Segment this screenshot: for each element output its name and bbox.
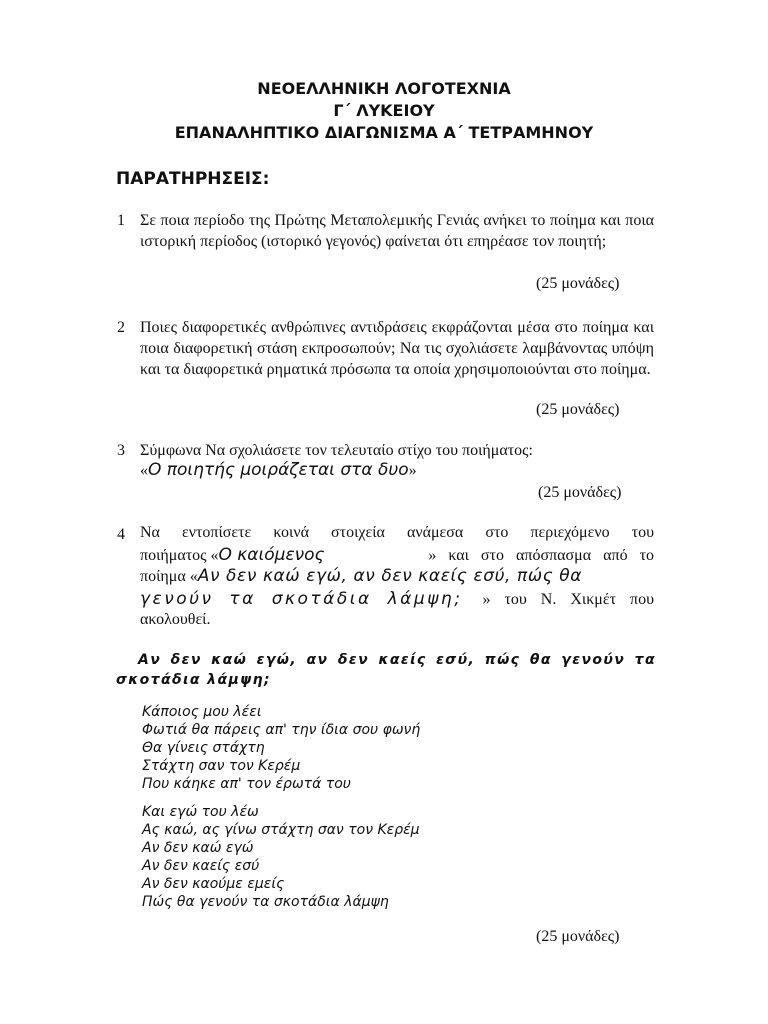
question-text: Σύμφωνα Να σχολιάσετε τον τελευταίο στίχο του ποιήματος: [140, 442, 533, 459]
question-number: 3 [117, 442, 125, 459]
poem-line: Κάποιος μου λέει [142, 704, 262, 720]
question-text-line: ποιήματος «Ο καιόμενος » και στο απόσπασμα από το [140, 545, 654, 565]
poem-line: Αν δεν καώ εγώ [142, 840, 254, 856]
poem-line: Αν δεν καούμε εμείς [142, 876, 285, 892]
quoted-verse: «Ο ποιητής μοιράζεται στα δυο» [140, 460, 417, 480]
question-text-line: Να εντοπίσετε κοινά στοιχεία ανάμεσα στο περιεχόμενο του [140, 524, 654, 541]
poem-stanza [142, 803, 420, 911]
poem-name-quote: Ο καιόμενος [218, 545, 325, 565]
question-text: Ποιες διαφορετικές ανθρώπινες αντιδράσεις εκφράζονται μέσα στο ποίημα και ποια διαφορετική στάση εκπροσωπούν; Να τις σχολιάσετε λαμβάνοντας υπόψη και τα διαφορετικά ρηματικά πρόσωπα τα οποία χρησιμοποιούνται στο ποίημα. [140, 319, 654, 378]
document-title: ΝΕΟΕΛΛΗΝΙΚΗ ΛΟΓΟΤΕΧΝΙΑ [257, 79, 511, 98]
poem-line: Ας καώ, ας γίνω στάχτη σαν τον Κερέμ [142, 822, 420, 838]
poem-line: Που κάηκε απ' τον έρωτά του [142, 776, 351, 792]
poem-title: Αν δεν καώ εγώ, αν δεν καείς εσύ, πώς θα γενούν τα σκοτάδια λάμψη; [116, 652, 656, 688]
question-number: 4 [117, 526, 125, 543]
document-class: Γ΄ ΛΥΚΕΙΟΥ [333, 101, 435, 120]
question-points: (25 μονάδες) [536, 928, 620, 945]
poem-line: Αν δεν καείς εσύ [142, 858, 260, 874]
excerpt-quote: Αν δεν καώ εγώ, αν δεν καείς εσύ, πώς θα [197, 566, 583, 586]
excerpt-quote: γενούν τα σκοτάδια λάμψη; [140, 589, 463, 609]
poem-line: Πώς θα γενούν τα σκοτάδια λάμψη [142, 894, 389, 910]
question-points: (25 μονάδες) [536, 401, 620, 418]
poem-line: Και εγώ του λέω [142, 804, 259, 820]
verse-quote: Ο ποιητής μοιράζεται στα δυο [148, 460, 409, 480]
question-text: Σε ποια περίοδο της Πρώτης Μεταπολεμικής Γενιάς ανήκει το ποίημα και ποια ιστορική περίοδος (ιστορικό γεγονός) φαίνεται ότι επηρέασε τον ποιητή; [140, 212, 654, 250]
poem-line: Στάχτη σαν τον Κερέμ [142, 758, 301, 774]
document-subtitle: ΕΠΑΝΑΛΗΠΤΙΚΟ ΔΙΑΓΩΝΙΣΜΑ Α΄ ΤΕΤΡΑΜΗΝΟΥ [174, 123, 594, 142]
question-number: 1 [117, 212, 125, 229]
section-heading: ΠΑΡΑΤΗΡΗΣΕΙΣ: [116, 169, 270, 189]
question-number: 2 [117, 319, 125, 336]
poem-stanza [142, 703, 420, 793]
question-text-line: ποίημα «Αν δεν καώ εγώ, αν δεν καείς εσύ, πώς θα [140, 566, 583, 586]
poem-line: Θα γίνεις στάχτη [142, 740, 265, 756]
question-text-line: ακολουθεί. [140, 611, 211, 628]
question-points: (25 μονάδες) [538, 484, 622, 501]
poem-line: Φωτιά θα πάρεις απ' την ίδια σου φωνή [142, 722, 421, 738]
question-text-line: γενούν τα σκοτάδια λάμψη; » του Ν. Χικμέτ που [140, 589, 654, 609]
question-points: (25 μονάδες) [536, 275, 620, 292]
